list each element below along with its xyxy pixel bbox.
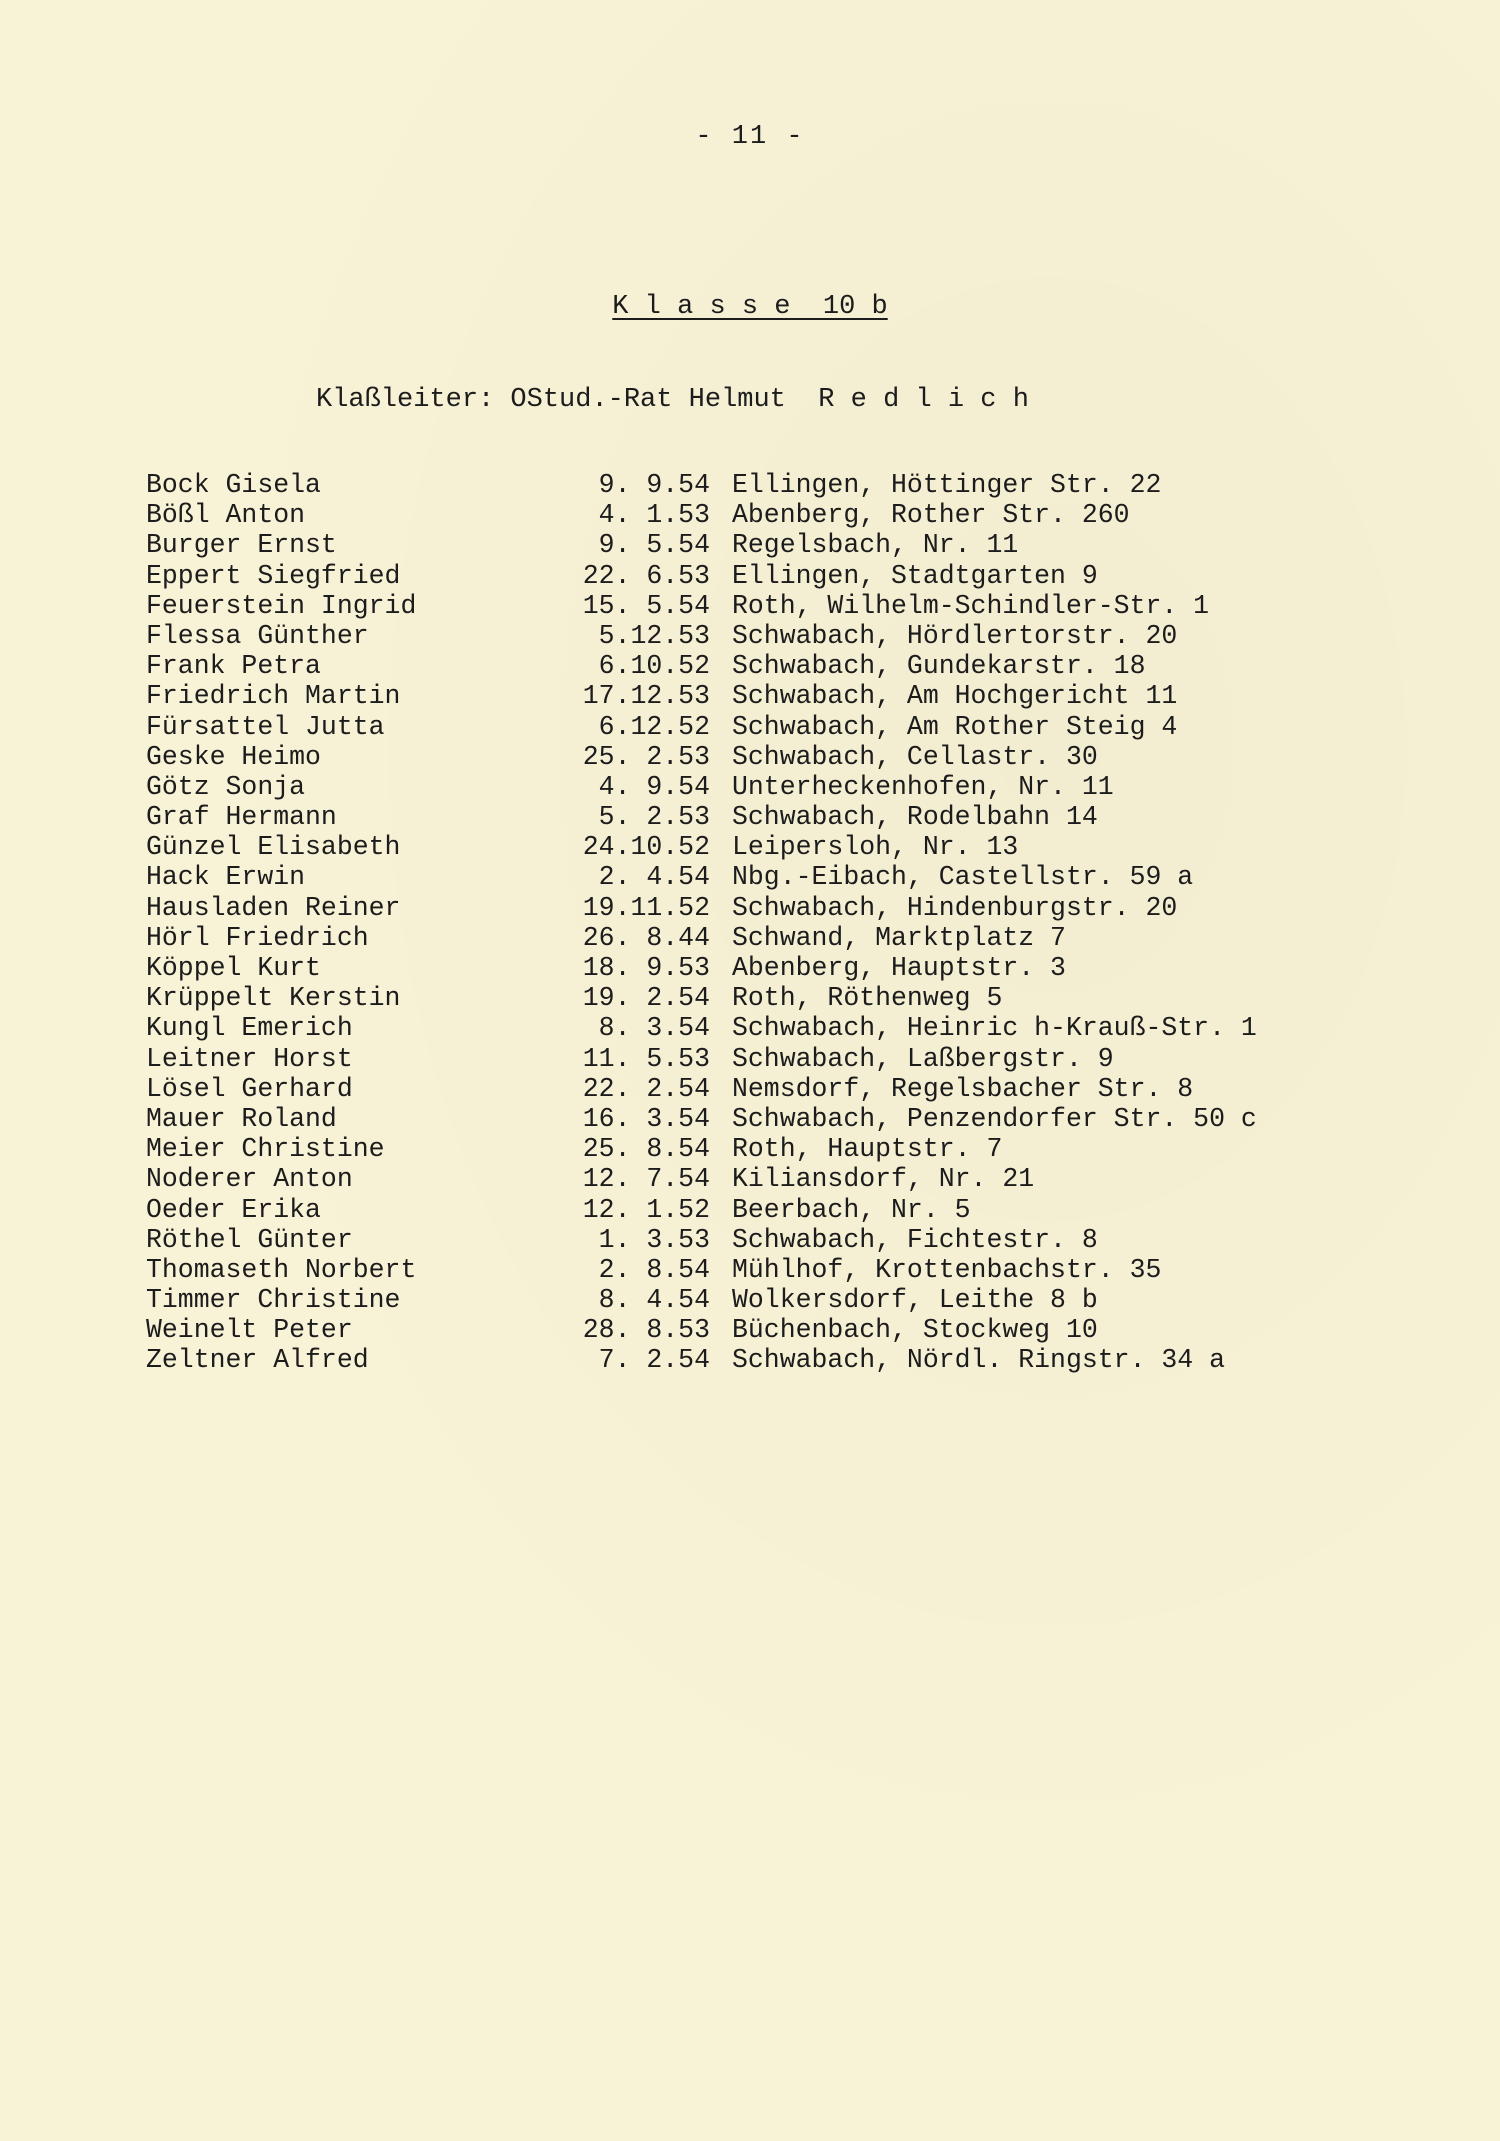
student-name: Graf Hermann [146,802,337,833]
student-name: Bößl Anton [146,500,306,531]
student-birthdate: 19.11.52 [582,892,710,923]
student-address: Roth, Hauptstr. 7 [732,1134,1003,1165]
student-birthdate: 25. 2.53 [582,741,710,772]
student-birthdate: 6.10.52 [598,651,710,682]
class-heading [0,292,1500,322]
student-address: Roth, Wilhelm-Schindler-Str. 1 [732,590,1210,621]
student-birthdate: 5. 2.53 [598,802,710,833]
student-name: Thomaseth Norbert [146,1254,417,1285]
student-name: Günzel Elisabeth [146,832,401,863]
student-name: Weinelt Peter [146,1315,353,1346]
class-teacher-line: Klaßleiter: OStud.-Rat Helmut R e d l i c h [316,385,1029,415]
student-address: Schwabach, Laßbergstr. 9 [732,1043,1114,1074]
student-birthdate: 15. 5.54 [582,590,710,621]
student-birthdate: 4. 1.53 [598,500,710,531]
student-birthdate: 22. 2.54 [582,1073,710,1104]
student-birthdate: 2. 4.54 [598,862,710,893]
student-name: Zeltner Alfred [146,1345,369,1376]
student-address: Mühlhof, Krottenbachstr. 35 [732,1254,1162,1285]
student-name: Lösel Gerhard [146,1073,353,1104]
student-birthdate: 9. 9.54 [598,470,710,500]
student-birthdate: 8. 4.54 [598,1285,710,1316]
student-name: Meier Christine [146,1134,385,1165]
page-number: - 11 - [695,122,805,152]
student-birthdate: 17.12.53 [582,681,710,712]
student-address: Abenberg, Rother Str. 260 [732,500,1130,531]
student-address: Schwabach, Fichtestr. 8 [732,1224,1098,1255]
student-name: Geske Heimo [146,741,321,772]
student-address: Schwabach, Am Rother Steig 4 [732,711,1178,742]
student-name: Leitner Horst [146,1043,353,1074]
student-birthdate: 9. 5.54 [598,530,710,561]
student-name: Mauer Roland [146,1103,337,1134]
student-name: Hausladen Reiner [146,892,401,923]
student-birthdate: 25. 8.54 [582,1134,710,1165]
student-address: Schwabach, Hindenburgstr. 20 [732,892,1178,923]
student-name: Burger Ernst [146,530,337,561]
student-address: Büchenbach, Stockweg 10 [732,1315,1098,1346]
student-birthdate: 22. 6.53 [582,560,710,591]
student-address: Abenberg, Hauptstr. 3 [732,953,1066,983]
student-address: Schwand, Marktplatz 7 [732,922,1066,953]
student-address: Schwabach, Penzendorfer Str. 50 c [732,1103,1257,1134]
student-address: Schwabach, Gundekarstr. 18 [732,651,1146,682]
student-birthdate: 28. 8.53 [582,1315,710,1346]
student-name: Feuerstein Ingrid [146,590,417,621]
student-address: Schwabach, Cellastr. 30 [732,741,1098,772]
class-heading-text: K l a s s e 10 b [612,292,888,322]
student-birthdate: 2. 8.54 [598,1254,710,1285]
student-address: Ellingen, Stadtgarten 9 [732,560,1098,591]
student-birthdate: 6.12.52 [598,711,710,742]
student-name: Hörl Friedrich [146,922,369,953]
student-name: Noderer Anton [146,1164,353,1195]
student-address: Schwabach, Am Hochgericht 11 [732,681,1178,712]
student-name: Kungl Emerich [146,1013,353,1044]
student-birthdate: 4. 9.54 [598,771,710,802]
student-birthdate: 7. 2.54 [598,1345,710,1376]
student-address: Kiliansdorf, Nr. 21 [732,1164,1035,1195]
student-address: Regelsbach, Nr. 11 [732,530,1019,561]
student-name: Fürsattel Jutta [146,711,385,742]
student-address: Unterheckenhofen, Nr. 11 [732,771,1114,802]
student-name: Eppert Siegfried [146,560,401,591]
student-name: Timmer Christine [146,1285,401,1316]
student-birthdate: 12. 7.54 [582,1164,710,1195]
student-address: Nemsdorf, Regelsbacher Str. 8 [732,1073,1194,1104]
student-birthdate: 26. 8.44 [582,922,710,953]
student-address: Schwabach, Heinric h-Krauß-Str. 1 [732,1013,1257,1044]
student-birthdate: 12. 1.52 [582,1194,710,1225]
student-name: Krüppelt Kerstin [146,983,401,1014]
student-name: Götz Sonja [146,771,306,802]
student-name: Oeder Erika [146,1194,321,1225]
student-address: Nbg.-Eibach, Castellstr. 59 a [732,862,1194,893]
student-address: Schwabach, Rodelbahn 14 [732,802,1098,833]
student-birthdate: 11. 5.53 [582,1043,710,1074]
student-name: Flessa Günther [146,620,369,651]
student-address: Schwabach, Nördl. Ringstr. 34 a [732,1345,1225,1376]
student-birthdate: 1. 3.53 [598,1224,710,1255]
student-name: Hack Erwin [146,862,306,893]
student-name: Frank Petra [146,651,321,682]
student-name: Friedrich Martin [146,681,401,712]
student-address: Ellingen, Höttinger Str. 22 [732,470,1162,500]
student-birthdate: 16. 3.54 [582,1103,710,1134]
student-name: Bock Gisela [146,470,321,500]
student-address: Leipersloh, Nr. 13 [732,832,1019,863]
student-birthdate: 5.12.53 [598,620,710,651]
student-name: Köppel Kurt [146,953,321,983]
student-birthdate: 24.10.52 [582,832,710,863]
student-name: Röthel Günter [146,1224,353,1255]
student-birthdate: 18. 9.53 [582,953,710,983]
student-address: Wolkersdorf, Leithe 8 b [732,1285,1098,1316]
student-birthdate: 8. 3.54 [598,1013,710,1044]
student-address: Beerbach, Nr. 5 [732,1194,971,1225]
student-address: Roth, Röthenweg 5 [732,983,1003,1014]
student-birthdate: 19. 2.54 [582,983,710,1014]
student-address: Schwabach, Hördlertorstr. 20 [732,620,1178,651]
